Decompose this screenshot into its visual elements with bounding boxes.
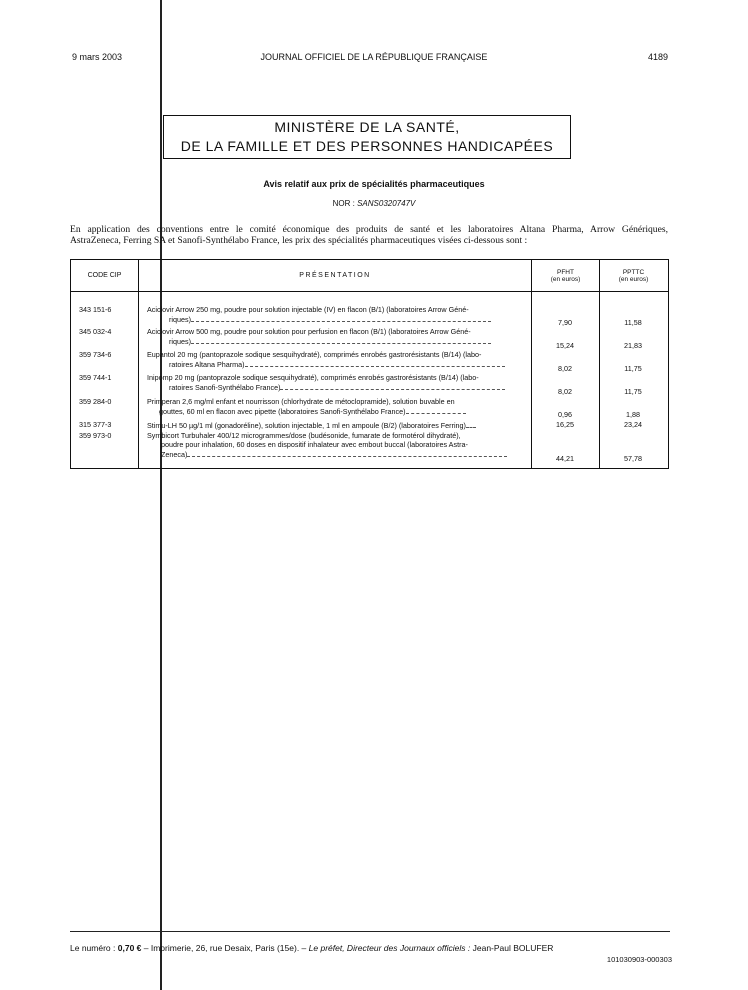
footer-printer: – Imprimerie, 26, rue Desaix, Paris (15e). – — [143, 943, 307, 953]
header-ppttc-label: PPTTC — [622, 268, 645, 276]
row-7-presentation — [147, 431, 528, 459]
row-3-line-2: ratoires Altana Pharma) — [169, 360, 245, 369]
row-7-line-2: poudre pour inhalation, 60 doses en dispositif inhalateur avec embout buccal (laboratoires Astra- — [161, 440, 468, 449]
row-5-pfht: 0,96 — [558, 410, 572, 419]
row-2-presentation — [147, 327, 528, 346]
row-3-ppttc: 11,75 — [624, 364, 642, 373]
footer-prefect: Le préfet, Directeur des Journaux officiels : — [308, 943, 471, 953]
row-2-ppttc: 21,83 — [624, 341, 642, 350]
intro-line-1: En application des conventions entre le comité économique des produits de santé et les laboratoires Altana Pharma, Arrow Génériques, — [70, 224, 668, 235]
row-1-ppttc: 11,58 — [624, 318, 642, 327]
header-code-cip: CODE CIP — [87, 272, 122, 279]
ministry-line-2: DE LA FAMILLE ET DES PERSONNES HANDICAPÉES — [180, 138, 554, 154]
row-6-presentation — [147, 420, 528, 430]
leader-dots — [191, 314, 491, 322]
header-pfht — [532, 260, 599, 291]
header-pfht-unit: (en euros) — [550, 275, 581, 283]
footer-rule — [70, 931, 670, 932]
row-2-line-2-wrap — [147, 336, 528, 346]
scan-line — [160, 0, 162, 990]
row-3-line-2-wrap — [147, 359, 528, 369]
row-6-ppttc: 23,24 — [624, 420, 642, 429]
row-3-presentation — [147, 350, 528, 369]
row-7-line-1: Symbicort Turbuhaler 400/12 microgrammes/dose (budésonide, fumarate de formotérol dihydraté), — [147, 431, 461, 440]
footer-code: 101030903-000303 — [606, 955, 672, 964]
price-table — [70, 259, 669, 469]
row-3-line-1: Eupantol 20 mg (pantoprazole sodique sesquihydraté), comprimés enrobés gastrorésistants (B/14) (labo- — [147, 350, 482, 359]
row-1-code: 343 151-6 — [79, 305, 112, 314]
page-number: 4189 — [647, 52, 668, 62]
row-1-pfht: 7,90 — [558, 318, 572, 327]
row-7-ppttc: 57,78 — [624, 454, 642, 463]
row-4-line-2-wrap — [147, 382, 528, 392]
footer — [70, 943, 672, 953]
row-7-pfht: 44,21 — [556, 454, 574, 463]
row-1-line-2: riques) — [169, 315, 191, 324]
row-1-line-2-wrap — [147, 314, 528, 324]
row-6-line-1-wrap — [147, 420, 528, 430]
footer-director: Jean-Paul BOLUFER — [472, 943, 554, 953]
row-2-code: 345 032-4 — [79, 327, 112, 336]
ministry-box — [163, 115, 571, 159]
row-3-code: 359 734-6 — [79, 350, 112, 359]
header-pfht-label: PFHT — [557, 268, 574, 276]
header-ppttc — [600, 260, 667, 291]
row-7-line-3: Zeneca) — [161, 450, 188, 459]
header-presentation: PRÉSENTATION — [299, 272, 371, 279]
leader-dots — [406, 406, 466, 414]
issue-date: 9 mars 2003 — [72, 52, 123, 62]
row-4-line-1: Inipomp 20 mg (pantoprazole sodique sesquihydraté), comprimés enrobés gastrorésistants (B/14) (labo- — [147, 373, 479, 382]
leader-dots — [280, 382, 505, 390]
row-5-code: 359 284-0 — [79, 397, 112, 406]
row-6-line-1: Stimu-LH 50 µg/1 ml (gonadoréline), solution injectable, 1 ml en ampoule (B/2) (laboratoires Ferring) — [147, 421, 466, 430]
header-ppttc-unit: (en euros) — [618, 275, 649, 283]
journal-title: JOURNAL OFFICIEL DE LA RÉPUBLIQUE FRANÇAISE — [260, 52, 488, 62]
notice-title: Avis relatif aux prix de spécialités pharmaceutiques — [263, 179, 485, 189]
row-1-line-1: Aciclovir Arrow 250 mg, poudre pour solution injectable (IV) en flacon (B/1) (laboratoires Arrow Géné- — [147, 305, 469, 314]
row-4-line-2: ratoires Sanofi-Synthélabo France) — [169, 383, 281, 392]
row-5-line-2-wrap — [147, 406, 528, 416]
ministry-line-1: MINISTÈRE DE LA SANTÉ, — [274, 119, 460, 135]
row-7-line-3-wrap — [147, 449, 528, 459]
row-2-pfht: 15,24 — [556, 341, 574, 350]
row-3-pfht: 8,02 — [558, 364, 572, 373]
nor-label: NOR : — [332, 199, 355, 208]
nor-code: SANS0320747V — [357, 199, 416, 208]
intro-paragraph — [70, 224, 668, 246]
row-6-code: 315 377-3 — [79, 420, 112, 429]
row-2-line-2: riques) — [169, 337, 191, 346]
leader-dots — [191, 336, 491, 344]
intro-line-2: AstraZeneca, Ferring SA et Sanofi-Synthélabo France, les prix des spécialités pharmaceutiques visées ci-dessous sont : — [70, 235, 528, 246]
row-5-line-2: gouttes, 60 ml en flacon avec pipette (laboratoires Sanofi-Synthélabo France) — [159, 407, 406, 416]
leader-dots — [187, 449, 507, 457]
nor-reference — [0, 199, 748, 208]
footer-price-label: Le numéro : — [70, 943, 116, 953]
row-6-pfht: 16,25 — [556, 420, 574, 429]
row-7-code: 359 973-0 — [79, 431, 112, 440]
row-4-ppttc: 11,75 — [624, 387, 642, 396]
row-5-ppttc: 1,88 — [626, 410, 640, 419]
row-5-presentation — [147, 397, 528, 416]
row-5-line-1: Primperan 2,6 mg/ml enfant et nourrisson (chlorhydrate de métoclopramide), solution buvable en — [147, 397, 455, 406]
row-1-presentation — [147, 305, 528, 324]
leader-dots — [245, 359, 505, 367]
leader-dots — [466, 420, 476, 428]
row-2-line-1: Aciclovir Arrow 500 mg, poudre pour solution pour perfusion en flacon (B/1) (laboratoires Arrow Géné- — [147, 327, 471, 336]
row-4-code: 359 744-1 — [79, 373, 112, 382]
header-rule — [71, 291, 668, 292]
footer-price: 0,70 € — [117, 943, 142, 953]
row-4-pfht: 8,02 — [558, 387, 572, 396]
row-4-presentation — [147, 373, 528, 392]
